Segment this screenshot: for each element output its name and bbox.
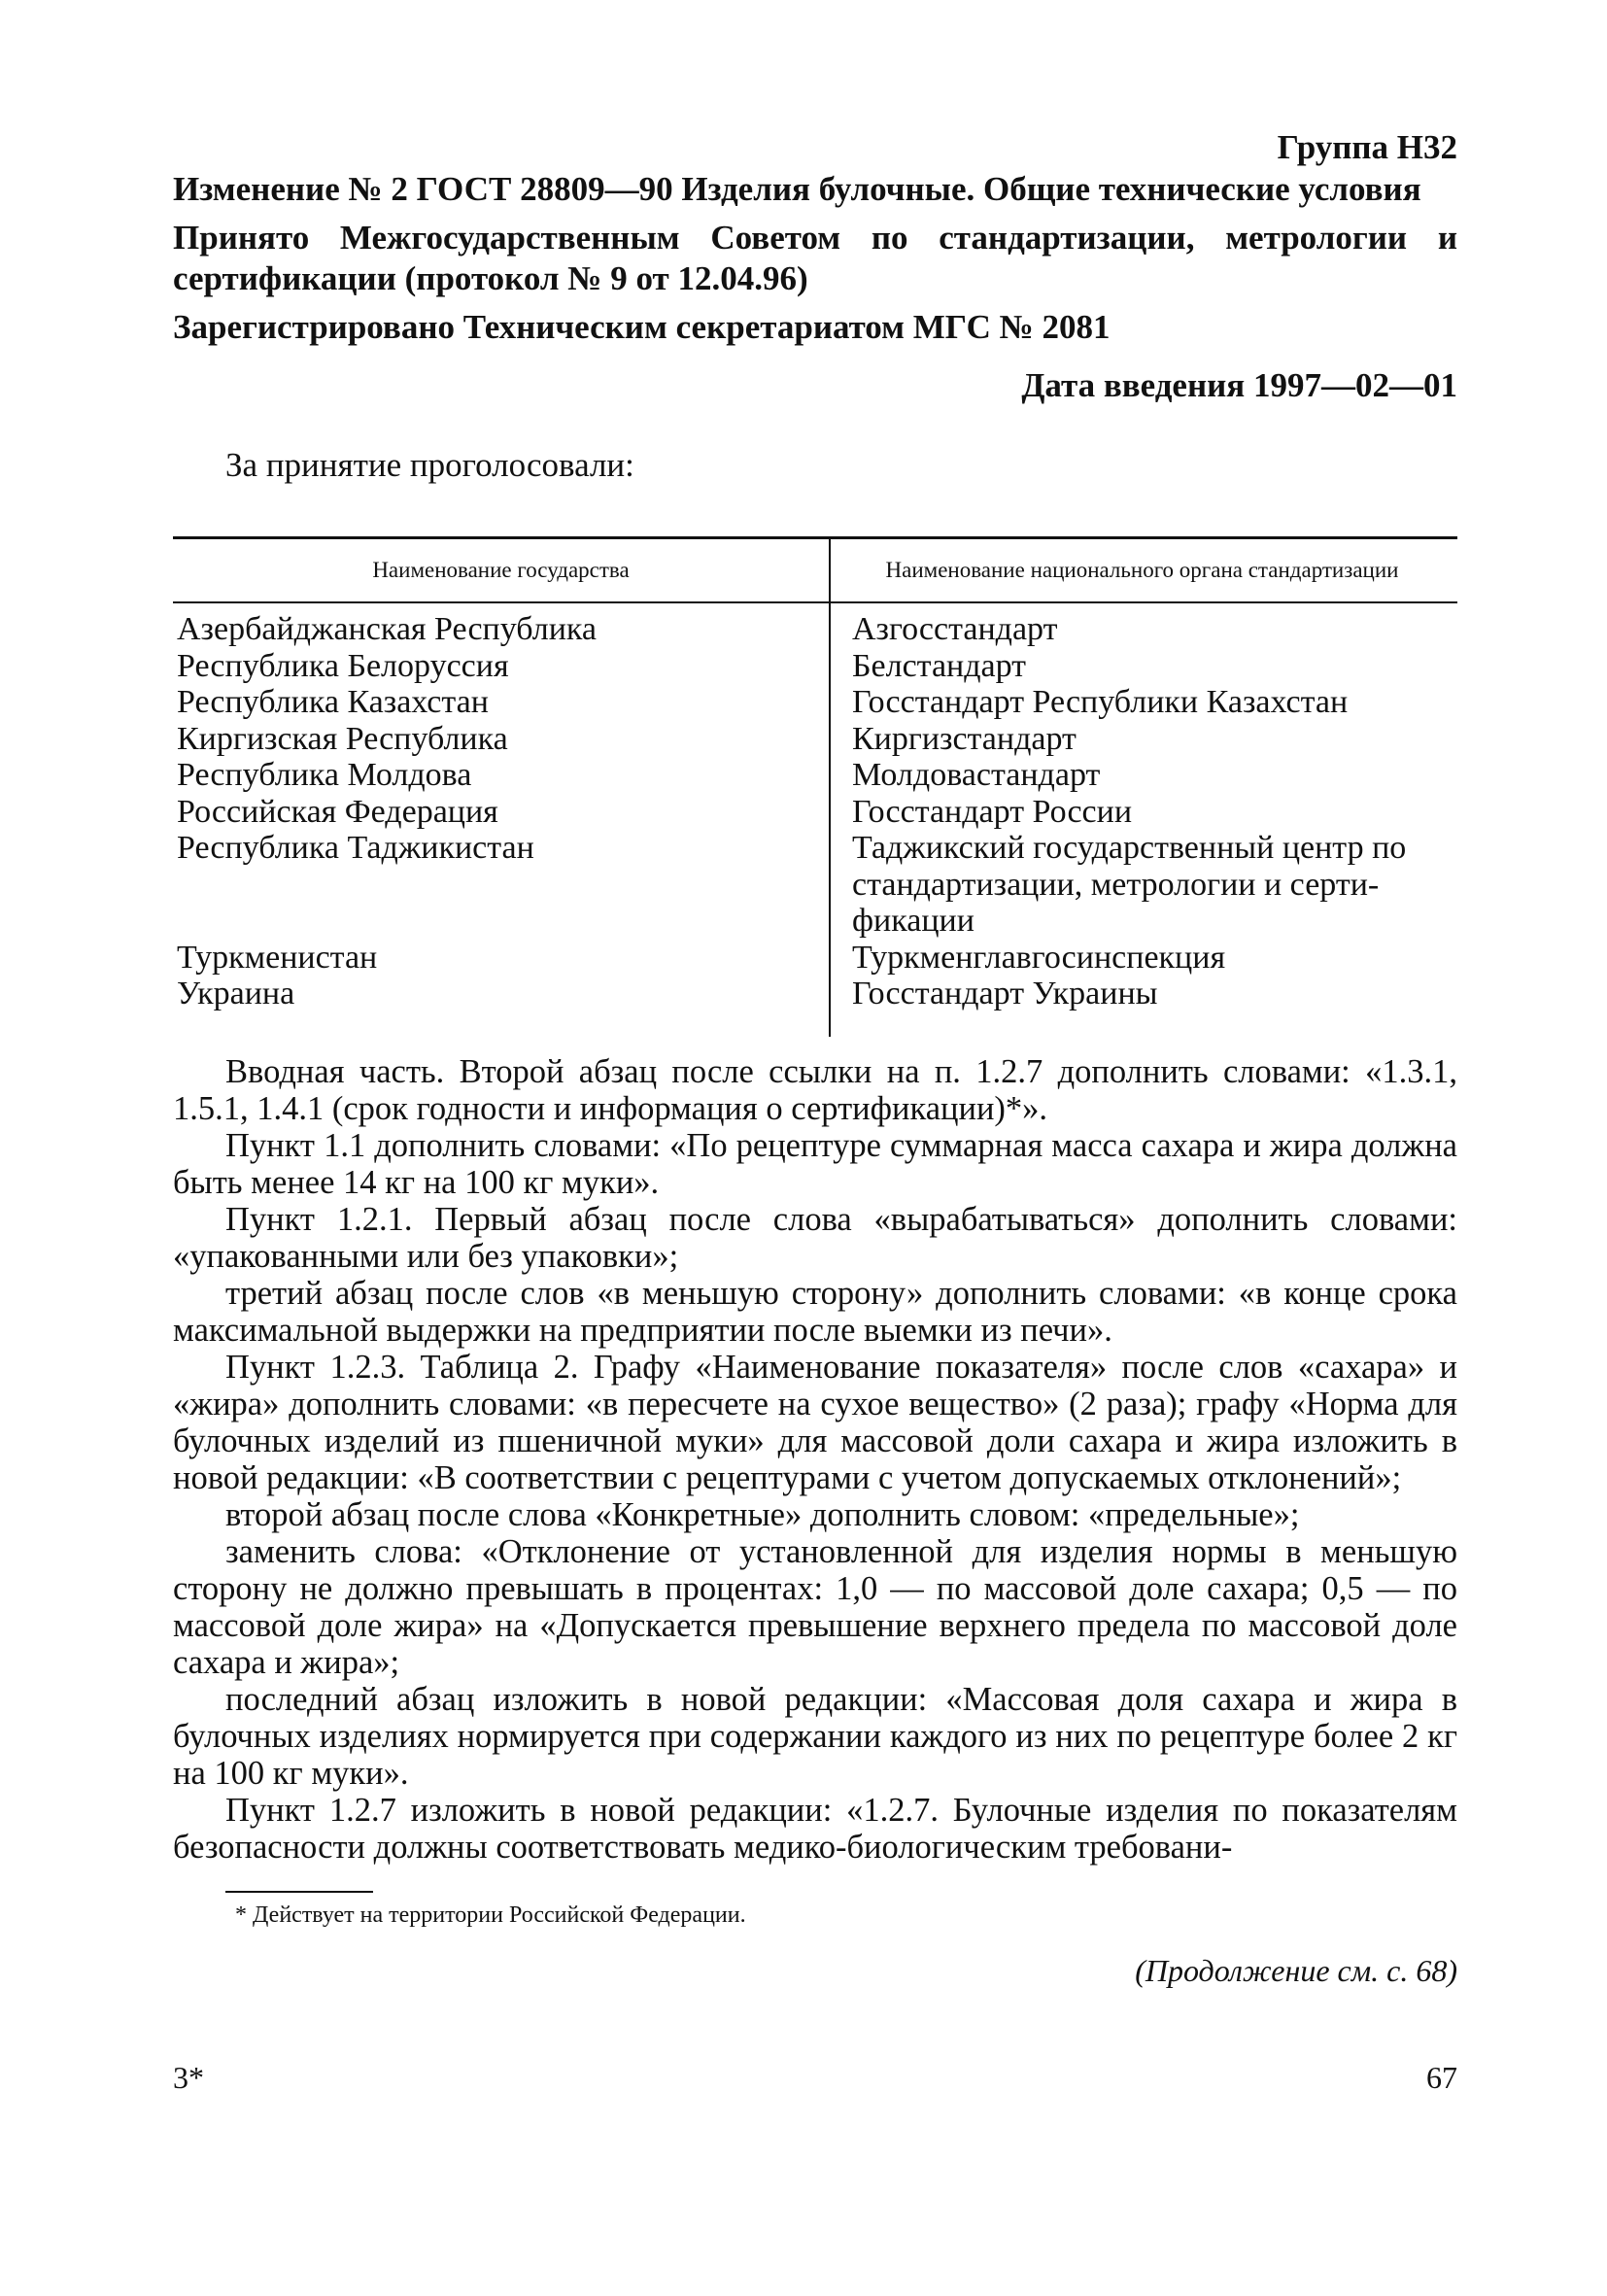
table-cell-body: Госстандарт России: [852, 793, 1133, 830]
paragraph: последний абзац изложить в новой редакции: «Массовая доля сахара и жира в булочных изделиях нормируется при содержании каждого из них по рецептуре более 2 кг на 100 кг муки».: [173, 1680, 1457, 1792]
table-cell-body: Госстандарт Республики Казахстан: [852, 684, 1349, 720]
group-code: Группа Н32: [1277, 128, 1457, 166]
paragraph: Пункт 1.2.3. Таблица 2. Графу «Наименование показателя» после слов «сахара» и «жира» дополнить словами: «в пересчете на сухое вещество» (2 раза); графу «Норма для булочных изделий из пшеничной муки» для массовой доли сахара и жира изложить в новой редакции: «В соответствии с рецептурами с учетом допускаемых отклонений»;: [173, 1348, 1457, 1496]
table-cell-state: Туркменистан: [177, 939, 378, 976]
table-cell-body: фикации: [852, 903, 974, 939]
table-cell-body: Белстандарт: [852, 647, 1027, 684]
footnote-separator: [225, 1891, 373, 1893]
table-header-row: [173, 539, 1457, 603]
paragraph: второй абзац после слова «Конкретные» дополнить словом: «предельные»;: [225, 1495, 1300, 1533]
body-column: [829, 611, 1455, 1012]
state-column: [173, 611, 829, 1012]
table-cell-body: Туркменглавгосинспекция: [852, 939, 1226, 976]
voted-label: За принятие проголосовали:: [225, 446, 634, 484]
paragraph: Вводная часть. Второй абзац после ссылки на п. 1.2.7 дополнить словами: «1.3.1, 1.5.1, 1.4.1 (срок годности и информация о сертификации)*».: [173, 1052, 1457, 1127]
table-cell-state: Республика Таджикистан: [177, 830, 534, 866]
table-cell-state: Республика Казахстан: [177, 684, 489, 720]
voting-table: [173, 536, 1457, 1012]
column-divider: [829, 539, 831, 1037]
table-cell-state: Украина: [177, 976, 295, 1011]
document-page: [173, 126, 1457, 2096]
table-cell-body: Азгосстандарт: [852, 611, 1058, 647]
table-cell-body: стандартизации, метрологии и серти-: [852, 866, 1380, 903]
paragraph: заменить слова: «Отклонение от установленной для изделия нормы в меньшую сторону не должно превышать в процентах: 1,0 — по массовой доле сахара; 0,5 — по массовой доле жира» на «Допускается превышение верхнего предела по массовой доле сахара и жира»;: [173, 1532, 1457, 1681]
table-cell-state: Российская Федерация: [177, 793, 498, 830]
continuation-note: (Продолжение см. с. 68): [1135, 1952, 1457, 1988]
document-title: Изменение № 2 ГОСТ 28809—90 Изделия булочные. Общие технические условия: [173, 170, 1421, 208]
column-header-state: Наименование государства: [372, 558, 630, 582]
table-body: [173, 603, 1457, 1012]
table-cell-state: Киргизская Республика: [177, 720, 508, 757]
amendment-text: [173, 1053, 1457, 1866]
paragraph: Пункт 1.1 дополнить словами: «По рецептуре суммарная масса сахара и жира должна быть менее 14 кг на 100 кг муки».: [173, 1126, 1457, 1201]
table-cell-state: Республика Белоруссия: [177, 647, 509, 684]
column-header-body: Наименование национального органа стандартизации: [885, 558, 1399, 582]
signature-mark: 3*: [173, 2059, 204, 2095]
table-cell-body: Киргизстандарт: [852, 720, 1077, 757]
adoption-statement: Принято Межгосударственным Советом по стандартизации, метрологии и сертификации (протокол № 9 от 12.04.96): [173, 219, 1457, 297]
registration-statement: Зарегистрировано Техническим секретариатом МГС № 2081: [173, 308, 1111, 346]
table-cell-body: Таджикский государственный центр по: [852, 830, 1407, 866]
page-number: 67: [1426, 2059, 1457, 2095]
paragraph: Пункт 1.2.7 изложить в новой редакции: «1.2.7. Булочные изделия по показателям безопасности должны соответствовать медико-биологическим требовани-: [173, 1791, 1457, 1866]
table-cell-state: [177, 903, 829, 940]
page-footer: [173, 2060, 1457, 2096]
effective-date: Дата введения 1997—02—01: [1021, 366, 1457, 404]
table-cell-state: Республика Молдова: [177, 757, 472, 793]
paragraph: третий абзац после слов «в меньшую сторону» дополнить словами: «в конце срока максимальной выдержки на предприятии после выемки из печи».: [173, 1274, 1457, 1349]
footnote: * Действует на территории Российской Федерации.: [235, 1902, 746, 1928]
paragraph: Пункт 1.2.1. Первый абзац после слова «вырабатываться» дополнить словами: «упакованными или без упаковки»;: [173, 1200, 1457, 1275]
table-cell-body: Госстандарт Украины: [852, 976, 1158, 1011]
table-cell-state: Азербайджанская Республика: [177, 611, 598, 647]
table-cell-state: [177, 867, 829, 904]
table-cell-body: Молдовастандарт: [852, 757, 1101, 793]
